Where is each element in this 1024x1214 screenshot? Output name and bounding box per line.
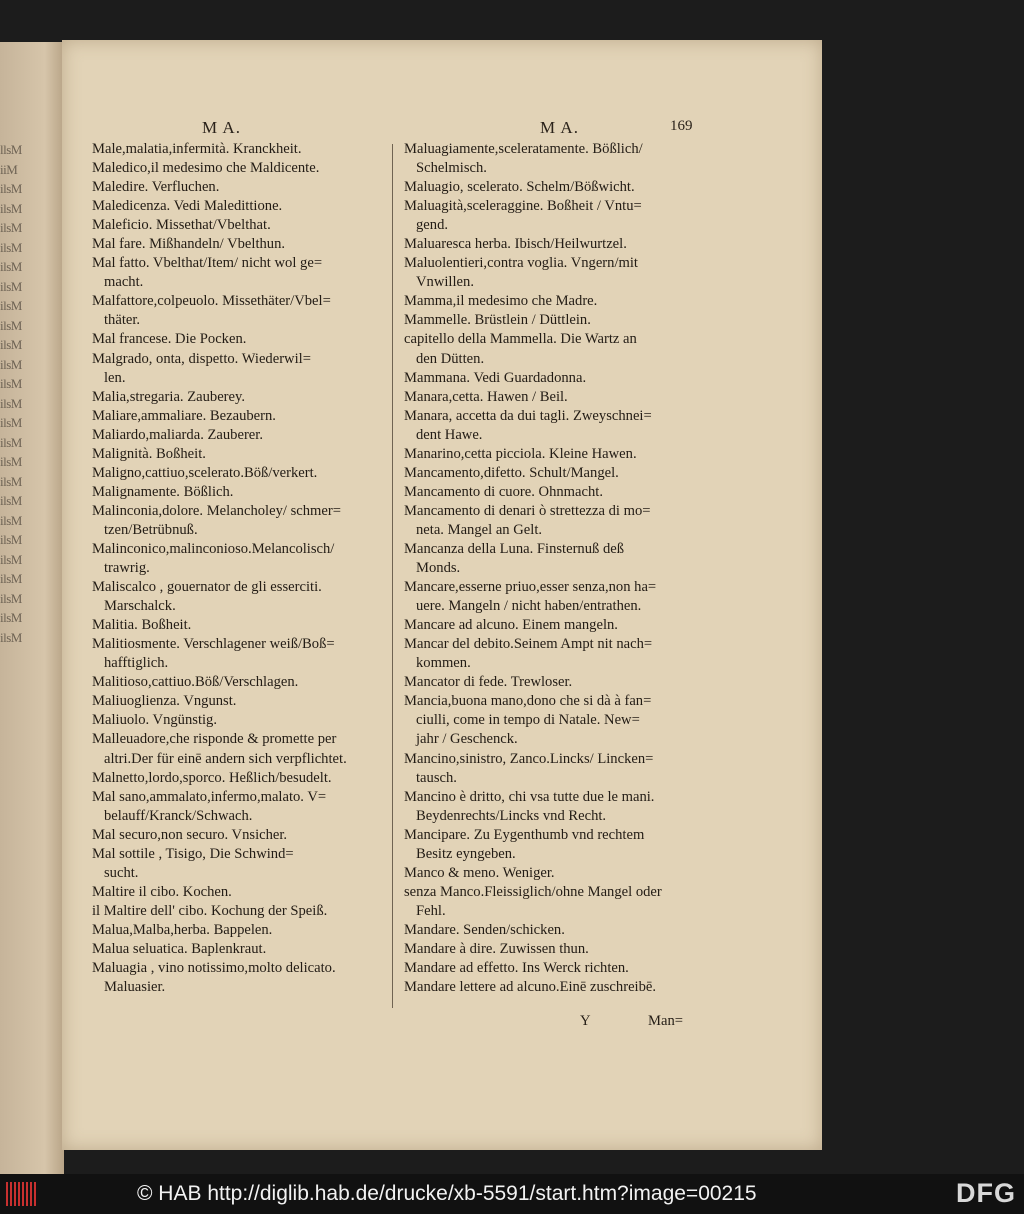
hab-logo-icon [6,1182,36,1206]
entry-continuation: trawrig. [104,560,150,577]
previous-page-fragment: ilsM [0,200,22,216]
entry-line: Maliardo,maliarda. Zauberer. [92,426,263,443]
previous-page-fragment: ilsM [0,571,22,586]
entry-line: Mal francese. Die Pocken. [92,331,247,348]
entry-line: Mamma,il medesimo che Madre. [404,293,598,310]
dictionary-entry [404,140,696,178]
dictionary-entry [404,673,696,692]
entry-line: Maluagiamente,sceleratamente. Bößlich/ [404,141,643,157]
entry-line: Mancare ad alcuno. Einem mangeln. [404,617,618,634]
previous-page-fragment: ilsM [0,356,22,372]
entry-continuation: dent Hawe. [416,426,483,443]
book-page [62,40,822,1150]
dictionary-entry [404,407,696,445]
entry-line: Mancino è dritto, chi vsa tutte due le mani. [404,788,655,805]
dictionary-entry [404,940,696,959]
entry-line: senza Manco.Fleissiglich/ohne Mangel oder [404,883,662,900]
previous-page-fragment: ilsM [0,610,22,625]
entry-continuation: jahr / Geschenck. [416,731,518,748]
entry-line: Malua,Malba,herba. Bappelen. [92,921,273,938]
entry-line: Manara,cetta. Hawen / Beil. [404,388,568,405]
previous-page-fragment: ilsM [0,298,22,313]
entry-continuation: len. [104,369,126,386]
entry-line: Mancia,buona mano,dono che si dà à fan= [404,693,652,710]
dictionary-entry [404,788,696,826]
dictionary-entry [404,635,696,673]
dictionary-entry [92,921,384,940]
dictionary-entry [92,616,384,635]
previous-page-fragment: ilsM [0,473,22,489]
entry-continuation: ciulli, come in tempo di Natale. New= [416,712,640,729]
copyright-url[interactable]: © HAB http://diglib.hab.de/drucke/xb-5591/start.htm?image=00215 [137,1182,757,1205]
page-number: 169 [670,118,693,134]
dfg-logo: DFG [956,1178,1016,1208]
dictionary-entry [404,178,696,197]
entry-continuation: belauff/Kranck/Schwach. [104,807,253,824]
dictionary-entry [92,388,384,407]
entry-line: Mancamento di cuore. Ohnmacht. [404,483,603,500]
entry-line: Maliuolo. Vngünstig. [92,712,218,729]
dictionary-entry [92,483,384,502]
previous-page-fragment: llsM [0,142,22,157]
previous-page-fragment: iiM [0,161,18,177]
entry-line: Maligno,cattiuo,scelerato.Böß/verkert. [92,464,318,481]
catchword: Man= [648,1013,683,1029]
left-column [92,140,384,997]
entry-line: Mancamento,difetto. Schult/Mangel. [404,464,619,481]
dictionary-entry [92,216,384,235]
entry-line: Malfattore,colpeuolo. Missethäter/Vbel= [92,293,331,310]
entry-line: Maledire. Verfluchen. [92,179,220,196]
previous-page-fragment: ilsM [0,629,22,645]
dictionary-entry [404,369,696,388]
previous-page-fragment: ilsM [0,532,22,547]
column-divider [392,144,393,1008]
previous-page-fragment: ilsM [0,512,22,528]
entry-line: Mandare ad effetto. Ins Werck richten. [404,960,629,977]
entry-continuation: tzen/Betrübnuß. [104,521,198,538]
entry-line: Manco & meno. Weniger. [404,864,555,881]
entry-continuation: gend. [416,217,449,234]
dictionary-entry [404,921,696,940]
entry-line: Malinconia,dolore. Melancholey/ schmer= [92,502,341,519]
dictionary-entry [92,959,384,997]
entry-line: Mandare. Senden/schicken. [404,921,565,938]
dictionary-entry [404,197,696,235]
entry-line: Mancanza della Luna. Finsternuß deß [404,540,625,557]
dictionary-entry [92,407,384,426]
entry-line: Malinconico,malinconioso.Melancolisch/ [92,540,335,557]
dictionary-entry [404,292,696,311]
dictionary-entry [92,197,384,216]
entry-line: Maltire il cibo. Kochen. [92,883,232,900]
entry-continuation: Schelmisch. [416,160,487,177]
right-column [404,140,696,997]
dictionary-entry [92,692,384,711]
entry-line: Malignamente. Bößlich. [92,483,234,500]
entry-continuation: hafftiglich. [104,655,169,672]
dictionary-entry [404,330,696,368]
dictionary-entry [92,502,384,540]
previous-page-fragment: ilsM [0,415,22,430]
entry-line: Mancator di fede. Trewloser. [404,674,573,691]
previous-page-fragment: ilsM [0,181,22,196]
previous-page-fragment: ilsM [0,220,22,235]
entry-continuation: Besitz eyngeben. [416,845,516,862]
entry-line: Manara, accetta da dui tagli. Zweyschnei= [404,407,652,424]
entry-continuation: den Dütten. [416,350,485,367]
entry-line: Mammelle. Brüstlein / Düttlein. [404,312,591,329]
entry-line: Mancipare. Zu Eygenthumb vnd rechtem [404,826,645,843]
dictionary-entry [404,826,696,864]
entry-continuation: Fehl. [416,902,446,919]
dictionary-entry [404,445,696,464]
entry-line: Malia,stregaria. Zauberey. [92,388,246,405]
entry-continuation: Marschalck. [104,598,176,615]
previous-page-fragment: ilsM [0,337,22,352]
dictionary-entry [92,159,384,178]
entry-line: Mal fare. Mißhandeln/ Vbelthun. [92,236,286,253]
entry-line: Mancino,sinistro, Zanco.Lincks/ Lincken= [404,750,654,767]
entry-line: Maliuoglienza. Vngunst. [92,693,237,710]
dictionary-entry [92,178,384,197]
dictionary-entry [404,616,696,635]
entry-line: Mal securo,non securo. Vnsicher. [92,826,288,843]
dictionary-entry [92,711,384,730]
entry-line: Mal sottile , Tisigo, Die Schwind= [92,845,294,862]
previous-page-fragment: ilsM [0,278,22,294]
dictionary-entry [404,750,696,788]
entry-continuation: sucht. [104,864,139,881]
dictionary-entry [92,673,384,692]
previous-page-fragment: ilsM [0,239,22,255]
entry-continuation: tausch. [416,769,457,786]
dictionary-entry [404,578,696,616]
dictionary-entry [92,902,384,921]
entry-line: Maliscalco , gouernator de gli esserciti. [92,579,322,596]
dictionary-entry [404,692,696,749]
entry-continuation: macht. [104,274,144,291]
entry-continuation: Maluasier. [104,979,166,996]
entry-line: Maleficio. Missethat/Vbelthat. [92,217,271,234]
dictionary-entry [92,540,384,578]
dictionary-entry [404,483,696,502]
previous-page-fragment: ilsM [0,454,22,469]
entry-line: Mandare à dire. Zuwissen thun. [404,940,589,957]
entry-line: Mal sano,ammalato,infermo,malato. V= [92,788,327,805]
entry-line: Mal fatto. Vbelthat/Item/ nicht wol ge= [92,255,323,272]
entry-continuation: Monds. [416,560,461,577]
dictionary-entry [92,445,384,464]
dictionary-entry [92,826,384,845]
previous-page-edge [0,42,64,1174]
dictionary-entry [404,311,696,330]
dictionary-entry [92,788,384,826]
dictionary-entry [404,864,696,883]
entry-line: capitello della Mammella. Die Wartz an [404,331,637,348]
entry-line: Maluagia , vino notissimo,molto delicato. [92,960,336,977]
dictionary-entry [92,235,384,254]
entry-line: Mandare lettere ad alcuno.Einē zuschreibē. [404,979,657,996]
previous-page-fragment: ilsM [0,434,22,450]
entry-line: Male,malatia,infermità. Kranckheit. [92,141,302,157]
dictionary-entry [404,959,696,978]
entry-line: Malgrado, onta, dispetto. Wiederwil= [92,350,311,367]
previous-page-fragment: ilsM [0,317,22,333]
dictionary-entry [404,388,696,407]
entry-continuation: altri.Der für einē andern sich verpflichtet. [104,750,347,767]
previous-page-fragment: ilsM [0,493,22,508]
dictionary-entry [92,940,384,959]
header-right: M A. [540,118,579,137]
dictionary-entry [404,502,696,540]
dictionary-entry [92,426,384,445]
entry-line: Mancare,esserne priuo,esser senza,non ha= [404,579,657,596]
entry-line: Maledicenza. Vedi Maledittione. [92,198,283,215]
entry-line: Malitioso,cattiuo.Böß/Verschlagen. [92,674,299,691]
previous-page-fragment: ilsM [0,551,22,567]
dictionary-entry [92,635,384,673]
dictionary-entry [92,464,384,483]
dictionary-entry [92,350,384,388]
entry-line: Maledico,il medesimo che Maldicente. [92,160,320,177]
dictionary-entry [404,883,696,921]
entry-continuation: kommen. [416,655,471,672]
dictionary-entry [404,235,696,254]
dictionary-entry [92,292,384,330]
entry-line: Mancar del debito.Seinem Ampt nit nach= [404,636,653,653]
entry-line: Malnetto,lordo,sporco. Heßlich/besudelt. [92,769,332,786]
dictionary-entry [92,578,384,616]
previous-page-fragment: ilsM [0,376,22,391]
dictionary-entry [404,254,696,292]
entry-line: Malitiosmente. Verschlagener weiß/Boß= [92,636,335,653]
entry-continuation: neta. Mangel an Gelt. [416,521,543,538]
entry-line: Mammana. Vedi Guardadonna. [404,369,587,386]
dictionary-entry [92,254,384,292]
entry-line: Malitia. Boßheit. [92,617,192,634]
previous-page-fragment: ilsM [0,395,22,411]
dictionary-entry [92,730,384,768]
entry-continuation: uere. Mangeln / nicht haben/entrathen. [416,598,642,615]
dictionary-entry [404,978,696,997]
previous-page-fragment: ilsM [0,590,22,606]
signature-mark: Y [580,1013,591,1029]
dictionary-entry [92,769,384,788]
dictionary-entry [92,140,384,159]
entry-line: Mancamento di denari ò strettezza di mo= [404,502,651,519]
entry-continuation: Beydenrechts/Lincks vnd Recht. [416,807,607,824]
viewer-footer [0,1174,1024,1214]
previous-page-fragment: ilsM [0,259,22,274]
dictionary-entry [92,330,384,349]
entry-continuation: thäter. [104,312,141,329]
entry-line: Malignità. Boßheit. [92,445,206,462]
dictionary-entry [404,464,696,483]
entry-line: Maluagità,sceleraggine. Boßheit / Vntu= [404,198,642,215]
entry-line: Maluolentieri,contra voglia. Vngern/mit [404,255,638,272]
entry-line: Malua seluatica. Baplenkraut. [92,940,267,957]
running-header [62,118,822,142]
header-left: M A. [202,118,241,137]
entry-line: Maliare,ammaliare. Bezaubern. [92,407,276,424]
entry-line: Maluagio, scelerato. Schelm/Bößwicht. [404,179,635,196]
dictionary-entry [404,540,696,578]
entry-line: Malleuadore,che risponde & promette per [92,731,337,748]
dictionary-entry [92,845,384,883]
entry-line: Manarino,cetta picciola. Kleine Hawen. [404,445,637,462]
dictionary-entry [92,883,384,902]
entry-continuation: Vnwillen. [416,274,474,291]
entry-line: Maluaresca herba. Ibisch/Heilwurtzel. [404,236,627,253]
entry-line: il Maltire dell' cibo. Kochung der Speiß. [92,902,328,919]
